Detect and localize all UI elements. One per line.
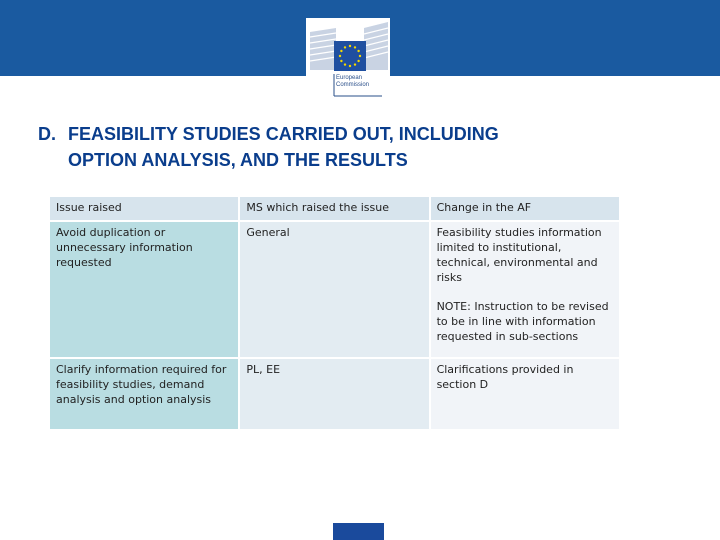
logo-text-line1: European [336, 75, 363, 81]
title-line-2: OPTION ANALYSIS, AND THE RESULTS [68, 150, 408, 170]
page-title [38, 121, 698, 173]
cell-issue: Clarify information required for feasibility studies, demand analysis and option analysis [49, 358, 239, 430]
logo-text-line2: Commission [336, 82, 370, 88]
cell-change-note: NOTE: Instruction to be revised to be in line with information requested in sub-sections [436, 300, 609, 343]
table-row [49, 358, 620, 430]
issues-table [48, 195, 621, 431]
cell-change-text: Feasibility studies information limited to institutional, technical, environmental and risks [436, 226, 602, 284]
cell-ms: General [239, 221, 429, 358]
cell-change [430, 221, 620, 358]
table-row [49, 221, 620, 358]
section-marker: D. [38, 124, 56, 144]
title-line-1: FEASIBILITY STUDIES CARRIED OUT, INCLUDING [68, 124, 499, 144]
header-issue-raised: Issue raised [49, 196, 239, 221]
cell-ms: PL, EE [239, 358, 429, 430]
header-ms-raised: MS which raised the issue [239, 196, 429, 221]
footer-bar [333, 523, 384, 540]
european-commission-logo [306, 18, 390, 98]
cell-change: Clarifications provided in section D [430, 358, 620, 430]
table-header-row [49, 196, 620, 221]
cell-issue: Avoid duplication or unnecessary information requested [49, 221, 239, 358]
header-change-af: Change in the AF [430, 196, 620, 221]
